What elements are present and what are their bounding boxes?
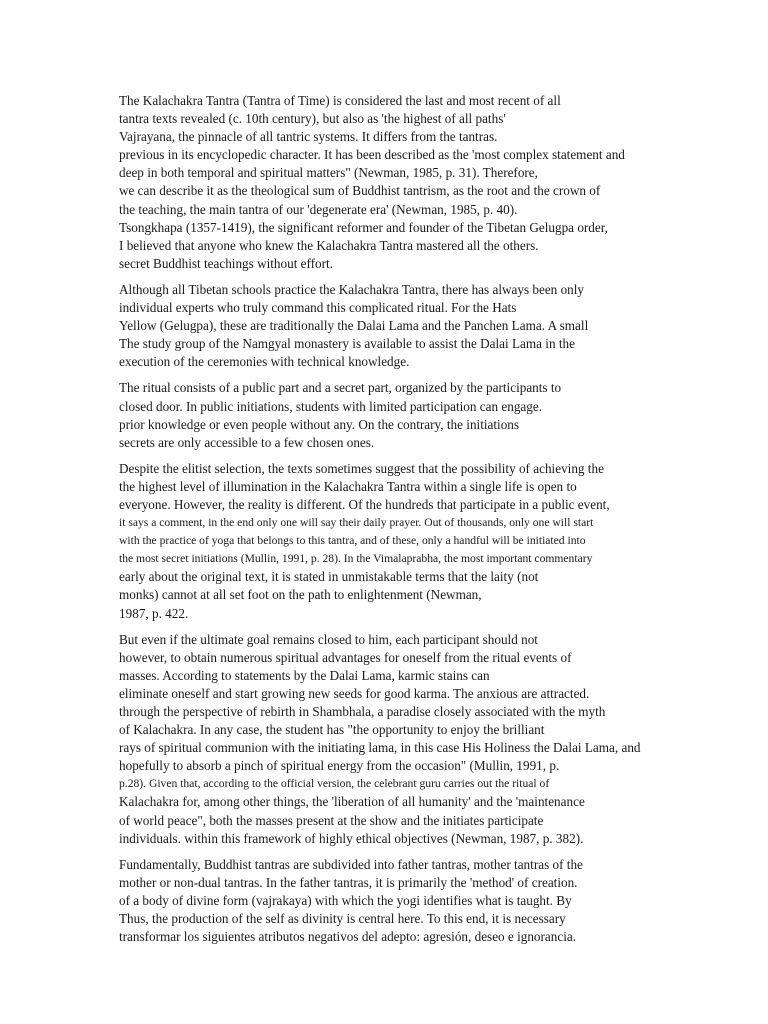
text-line: The ritual consists of a public part and a secret part, organized by the participants to [119,380,562,396]
text-line: 1987, p. 422. [119,605,189,621]
text-line: the highest level of illumination in the Kalachakra Tantra within a single life is open to [119,478,577,494]
paragraph [119,92,759,273]
paragraph [119,631,759,848]
text-line: early about the original text, it is stated in unmistakable terms that the laity (not [119,569,539,585]
paragraph [119,460,759,623]
text-line: eliminate oneself and start growing new seeds for good karma. The anxious are attracted. [119,685,590,701]
text-line: masses. According to statements by the Dalai Lama, karmic stains can [119,667,490,683]
text-line: everyone. However, the reality is different. Of the hundreds that participate in a public event, [119,496,610,512]
text-line: individual experts who truly command this complicated ritual. For the Hats [119,300,517,316]
text-line: I believed that anyone who knew the Kalachakra Tantra mastered all the others. [119,237,539,253]
text-line: the teaching, the main tantra of our 'degenerate era' (Newman, 1985, p. 40). [119,201,518,217]
text-line: p.28). Given that, according to the official version, the celebrant guru carries out the ritual of [119,777,550,791]
text-line: of a body of divine form (vajrakaya) with which the yogi identifies what is taught. By [119,892,572,908]
text-line: monks) cannot at all set foot on the path to enlightenment (Newman, [119,587,482,603]
text-line: Although all Tibetan schools practice the Kalachakra Tantra, there has always been only [119,281,585,297]
document-body [119,92,759,954]
text-line: transformar los siguientes atributos negativos del adepto: agresión, deseo e ignorancia. [119,929,577,945]
text-line: of world peace", both the masses present at the show and the initiates participate [119,812,544,828]
text-line: Despite the elitist selection, the texts sometimes suggest that the possibility of achieving the [119,460,604,476]
text-line: prior knowledge or even people without any. On the contrary, the initiations [119,416,520,432]
text-line: Tsongkhapa (1357-1419), the significant reformer and founder of the Tibetan Gelugpa order, [119,219,608,235]
text-line: it says a comment, in the end only one will say their daily prayer. Out of thousands, only one will start [119,516,594,530]
text-line: however, to obtain numerous spiritual advantages for oneself from the ritual events of [119,649,572,665]
text-line: Thus, the production of the self as divinity is central here. To this end, it is necessary [119,911,566,927]
text-line: The Kalachakra Tantra (Tantra of Time) is considered the last and most recent of all [119,93,561,108]
text-line: execution of the ceremonies with technical knowledge. [119,354,410,370]
text-line: Fundamentally, Buddhist tantras are subdivided into father tantras, mother tantras of the [119,856,583,872]
text-line: Kalachakra for, among other things, the 'liberation of all humanity' and the 'maintenance [119,794,585,810]
text-line: rays of spiritual communion with the initiating lama, in this case His Holiness the Dalai Lama, and [119,740,641,756]
text-line: of Kalachakra. In any case, the student has "the opportunity to enjoy the brilliant [119,722,545,738]
paragraph [119,379,759,451]
text-line: closed door. In public initiations, students with limited participation can engage. [119,398,543,414]
text-line: But even if the ultimate goal remains closed to him, each participant should not [119,631,538,647]
text-line: previous in its encyclopedic character. It has been described as the 'most complex statement and [119,147,625,163]
text-line: Vajrayana, the pinnacle of all tantric systems. It differs from the tantras. [119,129,498,145]
text-line: tantra texts revealed (c. 10th century), but also as 'the highest of all paths' [119,111,506,127]
paragraph [119,281,759,371]
text-line: Yellow (Gelugpa), these are traditionally the Dalai Lama and the Panchen Lama. A small [119,318,589,334]
text-line: individuals. within this framework of highly ethical objectives (Newman, 1987, p. 382). [119,830,584,846]
text-line: we can describe it as the theological sum of Buddhist tantrism, as the root and the crown of [119,183,601,199]
text-line: with the practice of yoga that belongs to this tantra, and of these, only a handful will be initiated into [119,534,586,548]
text-line: hopefully to absorb a pinch of spiritual energy from the occasion" (Mullin, 1991, p. [119,758,560,774]
text-line: the most secret initiations (Mullin, 1991, p. 28). In the Vimalaprabha, the most important commentary [119,552,593,566]
text-line: mother or non-dual tantras. In the father tantras, it is primarily the 'method' of creation. [119,874,578,890]
text-line: secrets are only accessible to a few chosen ones. [119,434,375,450]
text-line: The study group of the Namgyal monastery is available to assist the Dalai Lama in the [119,336,575,352]
text-line: deep in both temporal and spiritual matters" (Newman, 1985, p. 31). Therefore, [119,165,538,181]
text-line: secret Buddhist teachings without effort. [119,255,334,271]
paragraph [119,856,759,946]
text-line: through the perspective of rebirth in Shambhala, a paradise closely associated with the myth [119,704,606,719]
